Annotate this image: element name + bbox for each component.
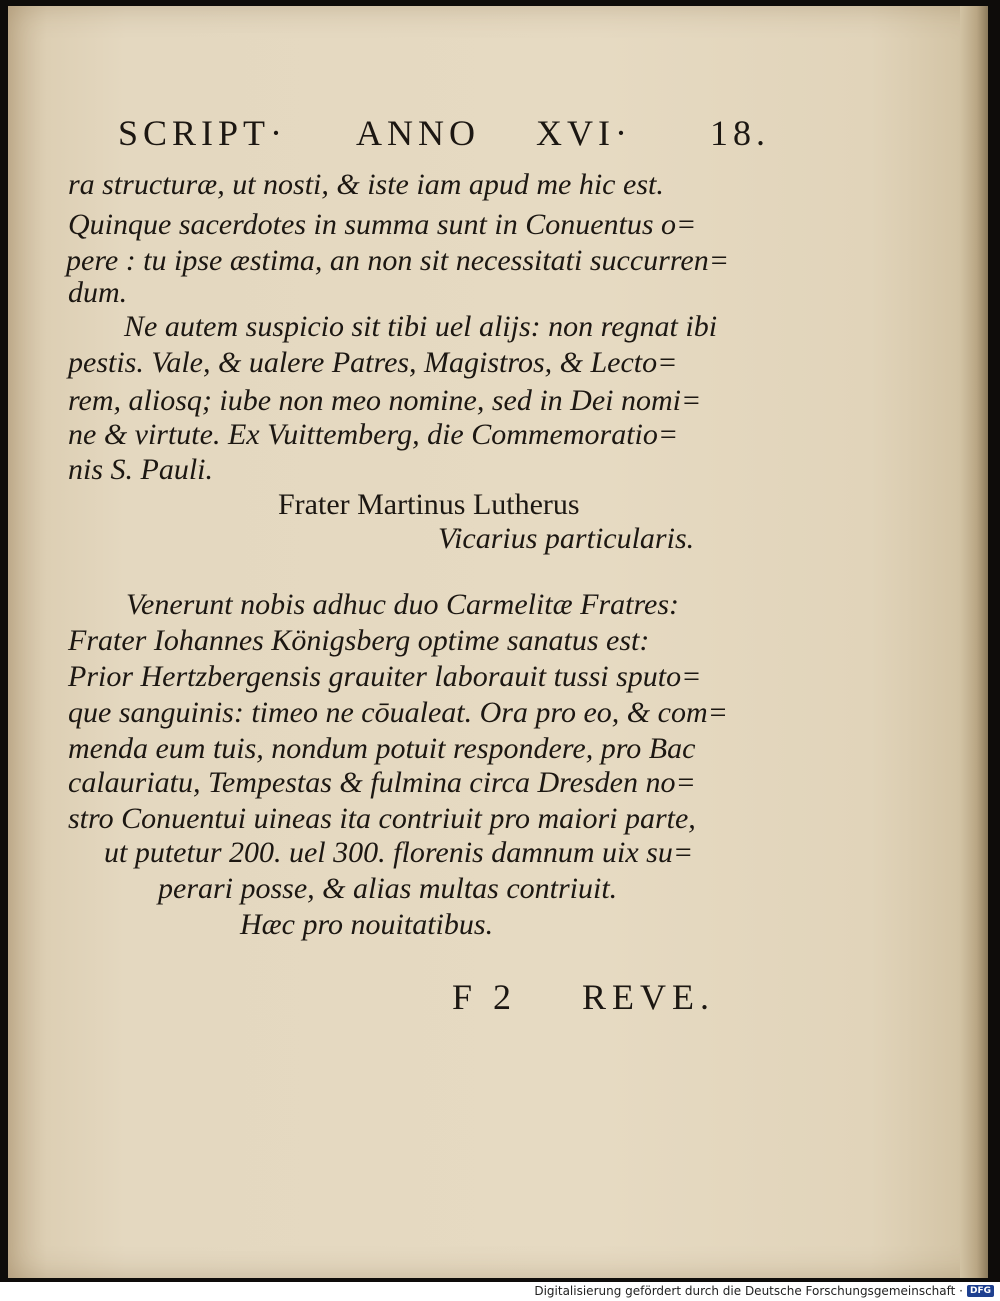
text-line: Frater Iohannes Königsberg optime sanatus est: (68, 624, 650, 657)
text-line: que sanguinis: timeo ne cōualeat. Ora pro eo, & com= (68, 696, 728, 729)
signature-name: Frater Martinus Lutherus (278, 488, 580, 521)
text-line: calauriatu, Tempestas & fulmina circa Dresden no= (68, 766, 696, 799)
signature-mark: F 2 (452, 977, 518, 1017)
text-line: Prior Hertzbergensis grauiter laborauit tussi sputo= (68, 660, 702, 693)
text-line: stro Conuentui uineas ita contriuit pro maiori parte, (68, 802, 696, 835)
page-edge (960, 6, 988, 1278)
text-line: menda eum tuis, nondum potuit respondere, pro Bac (68, 732, 696, 765)
text-line: Hæc pro nouitatibus. (240, 908, 494, 941)
text-line: Ne autem suspicio sit tibi uel alijs: non regnat ibi (124, 310, 718, 343)
text-line: ra structuræ, ut nosti, & iste iam apud me hic est. (68, 168, 664, 201)
header-right: XVI· (536, 113, 632, 153)
text-line: dum. (68, 276, 128, 309)
credit-text: Digitalisierung gefördert durch die Deutsche Forschungsgemeinschaft · (534, 1284, 963, 1298)
signature-title: Vicarius particularis. (438, 522, 695, 555)
text-line: rem, aliosq; iube non meo nomine, sed in Dei nomi= (68, 384, 702, 417)
text-line: ut putetur 200. uel 300. florenis damnum uix su= (104, 836, 694, 869)
text-line: nis S. Pauli. (68, 453, 214, 486)
text-line: perari posse, & alias multas contriuit. (158, 872, 618, 905)
text-line: pestis. Vale, & ualere Patres, Magistros, & Lecto= (68, 346, 678, 379)
text-line: ne & virtute. Ex Vuittemberg, die Commemoratio= (68, 418, 679, 451)
header-left: SCRIPT· (118, 113, 288, 153)
text-line: Venerunt nobis adhuc duo Carmelitæ Fratres: (126, 588, 680, 621)
text-line: pere : tu ipse æstima, an non sit necessitati succurren= (66, 244, 729, 277)
folio-number: 18. (710, 113, 770, 153)
dfg-logo-icon: DFG (967, 1285, 994, 1297)
header-middle: ANNO (356, 113, 480, 153)
digitization-credit (534, 1284, 994, 1298)
catchword: REVE. (582, 977, 715, 1017)
text-line: Quinque sacerdotes in summa sunt in Conuentus o= (68, 208, 697, 241)
